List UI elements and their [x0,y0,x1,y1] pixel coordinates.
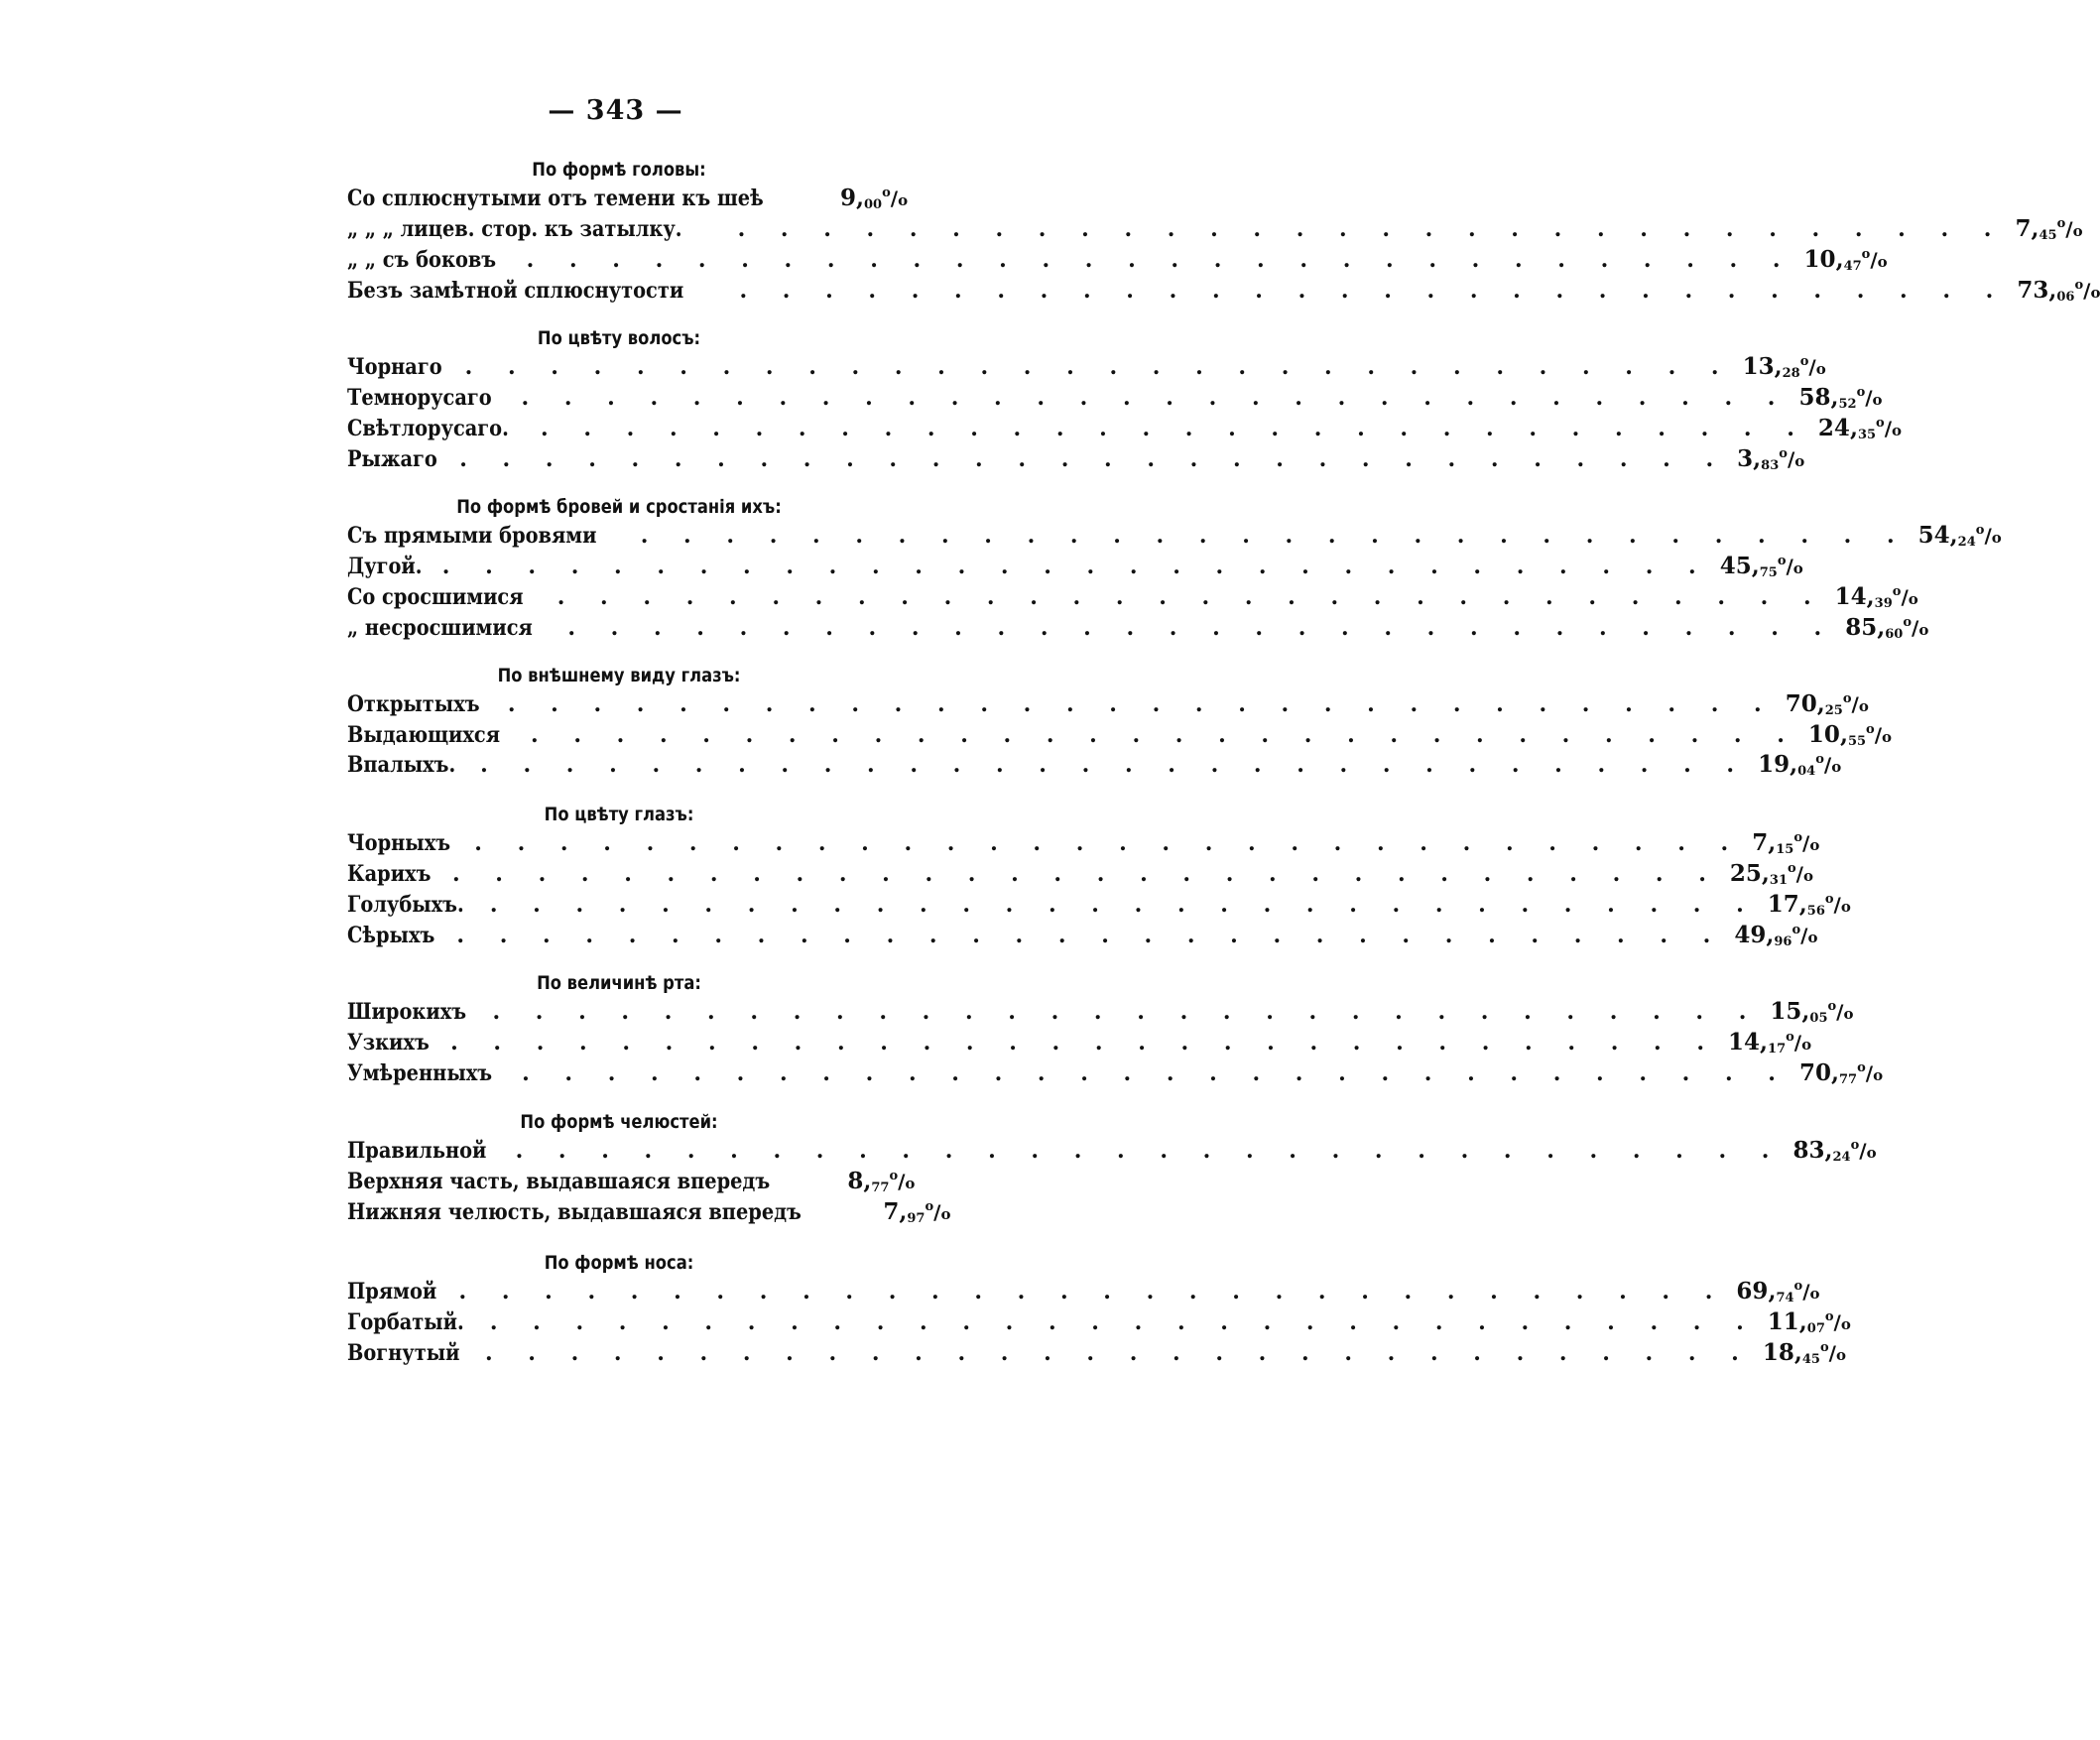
stat-label: Вогнутый [347,1340,460,1366]
percent-sign: $^o$/o [2056,216,2083,241]
stat-value [1770,998,1853,1026]
dot-leader: . . . . . . . . . . . . . . . . . . . . . . . . . . . . . . [451,861,1720,887]
decimal-comma: , [1835,246,1844,273]
stat-value [1818,415,1902,442]
percent-sign: $^o$/o [1793,830,1820,855]
stat-value [883,1198,950,1226]
stat-row [347,751,1842,779]
value-decimal: 97 [907,1211,926,1226]
dot-leader: . . . . . . . . . . . . . . . . . . . . . . . . . . . . . . [441,554,1710,579]
decimal-comma: , [1877,614,1886,641]
stat-value [1720,553,1803,580]
dot-leader: . . . . . . . . . . . . . . . . . . . . . . . . . . . . . . [640,523,1909,549]
stat-label: Верхняя часть, выдавшаяся впередъ [347,1169,771,1194]
value-integer: 70 [1798,1059,1831,1086]
stat-value [1786,690,1869,718]
decimal-comma: , [1831,1059,1840,1086]
value-integer: 10 [1803,246,1836,273]
stat-value [840,185,908,212]
percent-sign: $^o$/o [1903,615,1929,640]
dot-leader: . . . . . . . . . . . . . . . . . . . . . . . . . . . . . . [541,416,1808,441]
dot-leader: . . . . . . . . . . . . . . . . . . . . . . . . . . . . . . [522,1060,1790,1086]
percent-sign: $^o$/o [1850,1138,1877,1163]
section-title: По величинѣ рта: [537,972,701,994]
stat-row [347,998,1854,1026]
decimal-comma: , [863,1168,872,1194]
stat-label: Открытыхъ [347,691,480,717]
value-decimal: 52 [1838,397,1857,412]
percent-sign: $^o$/o [1857,1060,1884,1085]
stat-value [1768,1308,1851,1336]
stat-label: Безъ замѣтной сплюснутости [347,278,684,304]
stat-row [347,1029,1812,1056]
stat-row [347,583,1918,611]
dot-leader: . . . . . . . . . . . . . . . . . . . . . . . . . . . . . . [737,216,2006,242]
stat-value [2015,215,2082,243]
value-integer: 49 [1734,922,1767,948]
stat-value [1736,1278,1819,1305]
stat-label: Правильной [347,1138,487,1164]
value-integer: 70 [1785,690,1817,717]
stat-value [1737,445,1804,473]
section-title: По формѣ бровей и сростанія ихъ: [456,496,782,518]
stat-value [2017,277,2100,305]
decimal-comma: , [1849,415,1858,441]
value-integer: 83 [1792,1137,1825,1164]
stat-label: Свѣтлорусаго. [347,416,509,441]
stat-value [1845,614,1928,642]
decimal-comma: , [1753,445,1762,472]
dot-leader: . . . . . . . . . . . . . . . . . . . . . . . . . . . . . . [459,446,1728,472]
stat-label: „ „ „ лицев. стор. къ затылку. [347,216,682,242]
stat-row [347,922,1818,949]
percent-sign: $^o$/o [1779,446,1805,471]
stat-row [347,690,1869,718]
percent-sign: $^o$/o [1827,999,1854,1024]
percent-sign: $^o$/o [1793,1279,1820,1304]
value-decimal: 06 [2056,290,2075,305]
section-title: По цвѣту волосъ: [537,327,701,349]
stat-label: Со сросшимися [347,584,524,610]
decimal-comma: , [1798,1308,1807,1335]
dot-leader: . . . . . . . . . . . . . . . . . . . . . . . . . . . . . . [521,385,1790,411]
value-integer: 7 [2015,215,2032,242]
decimal-comma: , [1790,751,1798,778]
stat-value [1734,922,1817,949]
value-integer: 18 [1762,1339,1794,1366]
section-title: По формѣ носа: [544,1252,694,1274]
value-decimal: 17 [1768,1042,1787,1056]
stat-row [347,614,1929,642]
stat-row [347,246,1888,274]
percent-sign: $^o$/o [1824,1309,1851,1334]
stat-row [347,1198,951,1226]
value-decimal: 74 [1776,1291,1794,1305]
stat-row [347,522,2002,550]
value-decimal: 15 [1776,842,1794,857]
value-decimal: 77 [871,1181,890,1195]
percent-sign: $^o$/o [882,186,909,210]
stat-value [1808,721,1892,749]
percent-sign: $^o$/o [1788,861,1813,886]
value-decimal: 04 [1797,764,1816,779]
value-integer: 85 [1845,614,1878,641]
stat-label: Рыжаго [347,446,437,472]
stat-value [1758,751,1841,779]
stat-row [347,445,1805,473]
stat-value [1792,1137,1876,1165]
page-number: — 343 — [548,95,683,126]
value-integer: 58 [1798,384,1831,411]
value-integer: 54 [1917,522,1950,549]
decimal-comma: , [1766,922,1775,948]
stat-label: Умѣренныхъ [347,1060,493,1086]
dot-leader: . . . . . . . . . . . . . . . . . . . . . . . . . . . . . . [526,247,1794,273]
stat-row [347,1059,1884,1087]
decimal-comma: , [1793,1339,1802,1366]
stat-label: Впалыхъ. [347,752,456,778]
percent-sign: $^o$/o [1824,892,1851,917]
value-decimal: 45 [2038,228,2057,243]
percent-sign: $^o$/o [1815,752,1842,777]
stat-label: Выдающихся [347,721,501,748]
stat-label: Карихъ [347,861,432,887]
stat-label: Чорныхъ [347,830,451,856]
value-integer: 3 [1737,445,1754,472]
stat-value [1798,384,1882,412]
percent-sign: $^o$/o [1842,691,1869,716]
percent-sign: $^o$/o [1861,247,1888,272]
value-integer: 7 [1752,829,1769,856]
stat-label: Прямой [347,1279,437,1305]
dot-leader: . . . . . . . . . . . . . . . . . . . . . . . . . . . . . . [489,1309,1758,1335]
dot-leader: . . . . . . . . . . . . . . . . . . . . . . . . . . . . . . [556,584,1825,610]
decimal-comma: , [855,185,864,211]
stat-value [847,1168,915,1195]
dot-leader: . . . . . . . . . . . . . . . . . . . . . . . . . . . . . . [492,999,1761,1025]
dot-leader: . . . . . . . . . . . . . . . . . . . . . . . . . . . . . . [489,892,1758,918]
value-integer: 19 [1758,751,1791,778]
dot-leader: . . . . . . . . . . . . . . . . . . . . . . . . . . . . . . [515,1138,1784,1164]
decimal-comma: , [899,1198,908,1225]
decimal-comma: , [1801,998,1810,1025]
value-decimal: 05 [1809,1011,1828,1026]
value-integer: 14 [1728,1029,1761,1056]
value-integer: 69 [1736,1278,1769,1305]
decimal-comma: , [1839,720,1848,748]
value-decimal: 75 [1759,565,1778,580]
percent-sign: $^o$/o [1856,385,1883,410]
value-decimal: 60 [1885,627,1904,642]
stat-value [1730,860,1813,888]
stat-row [347,384,1883,412]
percent-sign: $^o$/o [1791,923,1818,947]
dot-leader: . . . . . . . . . . . . . . . . . . . . . . . . . . . . . . [474,830,1743,856]
value-integer: 7 [883,1198,900,1225]
section-title: По внѣшнему виду глазъ: [497,665,741,686]
decimal-comma: , [1824,1137,1833,1164]
section-title: По формѣ челюстей: [520,1111,718,1133]
decimal-comma: , [2031,215,2039,242]
value-integer: 13 [1742,353,1775,380]
value-decimal: 55 [1847,733,1867,749]
stat-row [347,277,2100,305]
stat-label: Сѣрыхъ [347,923,435,948]
value-integer: 8 [847,1168,864,1194]
stat-label: Голубыхъ. [347,892,464,918]
stat-label: Горбатый. [347,1309,464,1335]
value-decimal: 83 [1761,458,1780,473]
value-decimal: 31 [1769,873,1788,888]
value-decimal: 24 [1957,535,1976,550]
stat-label: Со сплюснутыми отъ темени къ шеѣ [347,186,764,211]
decimal-comma: , [1798,891,1807,918]
decimal-comma: , [1816,690,1825,717]
stat-row [347,553,1803,580]
stat-label: Узкихъ [347,1030,430,1056]
value-decimal: 28 [1782,366,1800,381]
value-decimal: 07 [1806,1321,1825,1336]
value-integer: 9 [839,185,856,211]
value-integer: 11 [1767,1308,1799,1335]
percent-sign: $^o$/o [1876,416,1903,440]
dot-leader: . . . . . . . . . . . . . . . . . . . . . . . . . . . . . . [464,354,1733,380]
stat-row [347,1339,1846,1367]
stat-row [347,353,1826,381]
value-integer: 24 [1817,415,1850,441]
stat-label: Дугой. [347,554,423,579]
percent-sign: $^o$/o [1786,1030,1812,1055]
decimal-comma: , [2048,277,2057,304]
stat-row [347,1278,1820,1305]
stat-label: Нижняя челюсть, выдавшаяся впередъ [347,1199,802,1225]
stat-label: Чорнаго [347,354,442,380]
dot-leader: . . . . . . . . . . . . . . . . . . . . . . . . . . . . . . [456,923,1725,948]
decimal-comma: , [1949,522,1958,549]
stat-label: Широкихъ [347,999,467,1025]
stat-row [347,185,909,212]
percent-sign: $^o$/o [889,1169,916,1193]
stat-row [347,1168,916,1195]
percent-sign: $^o$/o [1799,354,1826,379]
percent-sign: $^o$/o [925,1199,951,1224]
stat-value [1804,246,1888,274]
value-integer: 14 [1834,583,1867,610]
stat-row [347,1308,1851,1336]
stat-row [347,860,1813,888]
stat-label: Темнорусаго [347,385,492,411]
value-integer: 10 [1807,720,1840,748]
section-title: По формѣ головы: [532,159,706,181]
stat-label: „ несросшимися [347,615,533,641]
decimal-comma: , [1866,583,1875,610]
dot-leader: . . . . . . . . . . . . . . . . . . . . . . . . . . . . . . [484,1340,1753,1366]
stat-value [1728,1029,1811,1056]
value-integer: 73 [2017,277,2049,304]
dot-leader: . . . . . . . . . . . . . . . . . . . . . . . . . . . . . . [739,278,2008,304]
decimal-comma: , [1761,860,1770,887]
value-decimal: 47 [1843,259,1862,274]
decimal-comma: , [1751,553,1760,579]
percent-sign: $^o$/o [1866,721,1893,747]
decimal-comma: , [1760,1029,1769,1056]
value-decimal: 35 [1857,428,1877,442]
stat-value [1835,583,1918,611]
decimal-comma: , [1830,384,1839,411]
stat-row [347,1137,1877,1165]
value-integer: 15 [1770,998,1802,1025]
value-integer: 17 [1767,891,1799,918]
stat-row [347,215,2083,243]
stat-row [347,829,1820,857]
value-decimal: 25 [1824,703,1843,718]
dot-leader: . . . . . . . . . . . . . . . . . . . . . . . . . . . . . . [531,721,1798,748]
value-decimal: 24 [1832,1150,1851,1165]
decimal-comma: , [1774,353,1783,380]
stat-value [1918,522,2002,550]
stat-value [1799,1059,1883,1087]
decimal-comma: , [1768,829,1777,856]
value-decimal: 56 [1806,904,1825,919]
dot-leader: . . . . . . . . . . . . . . . . . . . . . . . . . . . . . . [450,1030,1718,1056]
value-integer: 25 [1729,860,1762,887]
stat-value [1768,891,1851,919]
stat-label: Съ прямыми бровями [347,523,597,549]
decimal-comma: , [1768,1278,1777,1305]
dot-leader: . . . . . . . . . . . . . . . . . . . . . . . . . . . . . . [567,615,1836,641]
value-decimal: 39 [1874,596,1893,611]
dot-leader: . . . . . . . . . . . . . . . . . . . . . . . . . . . . . . [480,752,1749,778]
dot-leader: . . . . . . . . . . . . . . . . . . . . . . . . . . . . . . [458,1279,1727,1305]
value-decimal: 45 [1801,1352,1820,1367]
dot-leader: . . . . . . . . . . . . . . . . . . . . . . . . . . . . . . [507,691,1776,717]
percent-sign: $^o$/o [1777,554,1803,578]
section-title: По цвѣту глазъ: [544,804,694,825]
stat-row [347,891,1851,919]
value-integer: 45 [1719,553,1752,579]
stat-value [1763,1339,1846,1367]
value-decimal: 96 [1774,934,1792,949]
stat-row [347,720,1893,749]
value-decimal: 00 [863,197,883,212]
stat-row [347,415,1903,442]
stat-value [1752,829,1819,857]
percent-sign: $^o$/o [1819,1340,1846,1365]
percent-sign: $^o$/o [2074,278,2100,303]
stat-label: „ „ съ боковъ [347,247,497,273]
percent-sign: $^o$/o [1892,584,1918,609]
percent-sign: $^o$/o [1975,523,2002,548]
value-decimal: 77 [1839,1072,1858,1087]
stat-value [1743,353,1826,381]
